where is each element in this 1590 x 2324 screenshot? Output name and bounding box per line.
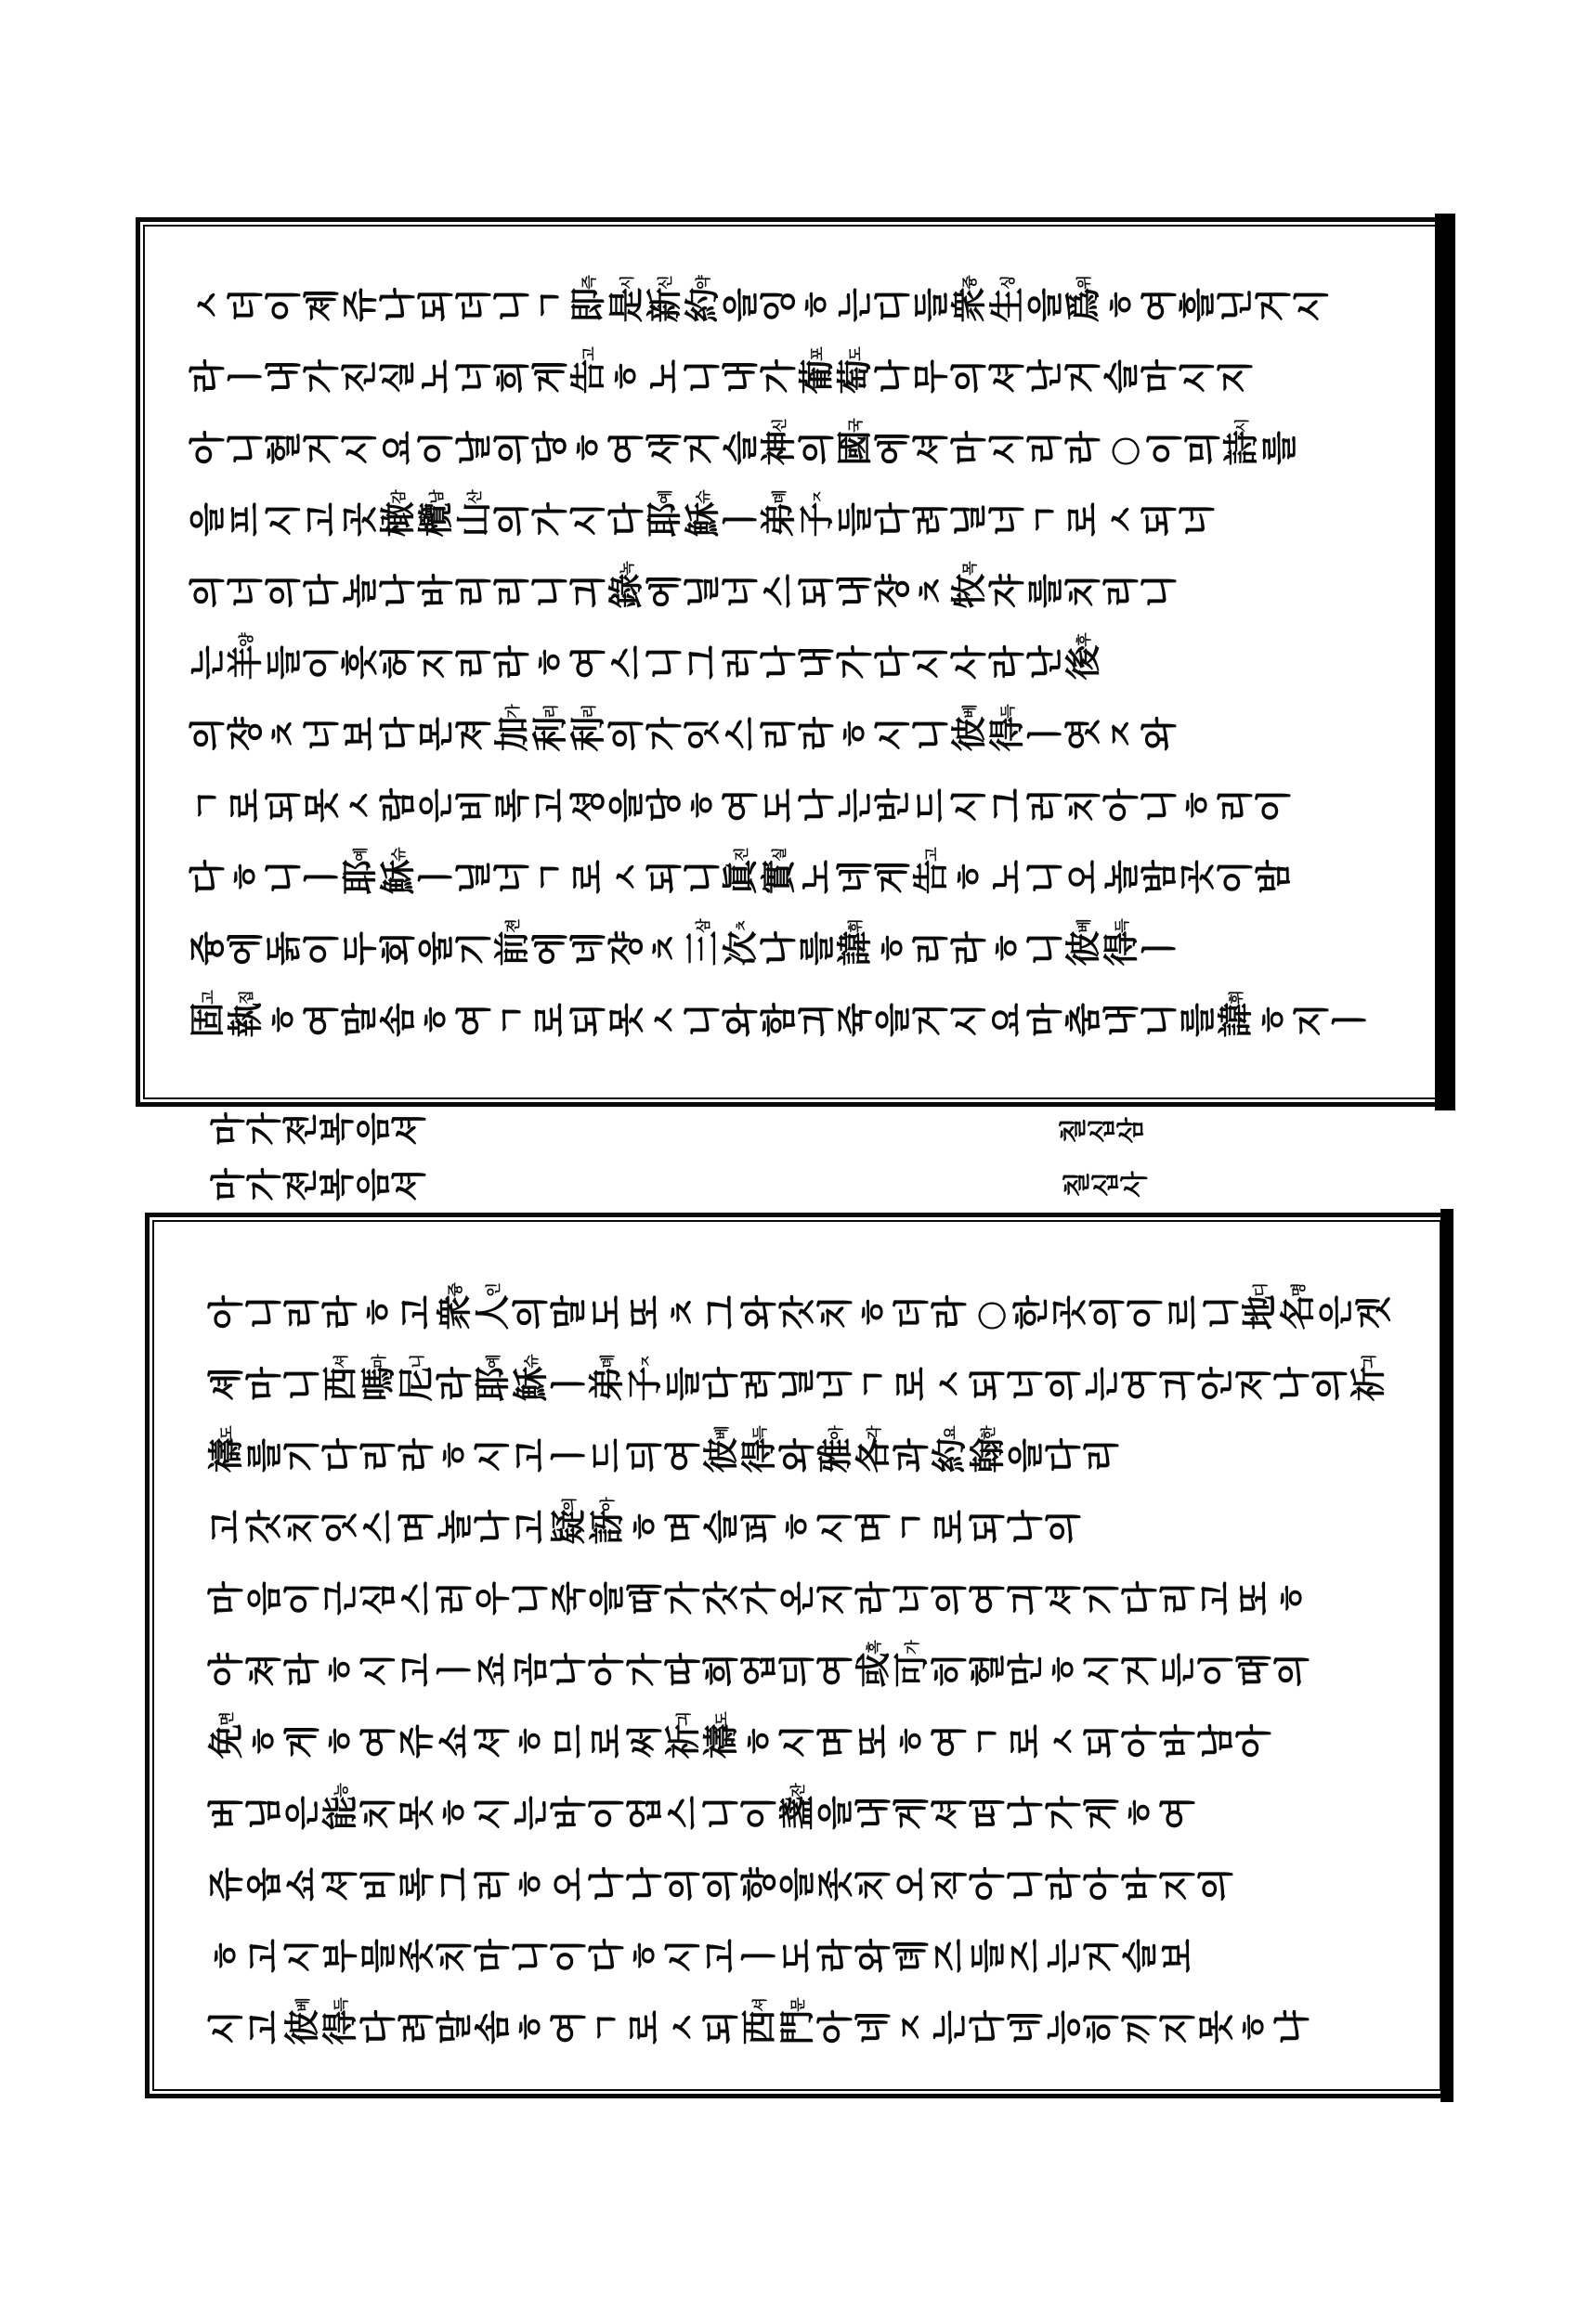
hanja-with-gloss: 耶예 — [341, 846, 379, 901]
hanja-with-gloss: 加가 — [493, 703, 531, 758]
hanja-with-gloss: 疑의 — [550, 1496, 588, 1551]
page-73-frame — [136, 217, 1447, 1107]
hanja-with-gloss: 門문 — [778, 1996, 816, 2051]
hanja-with-gloss: 彼베 — [1064, 917, 1102, 972]
hanja-with-gloss: 可가 — [893, 1639, 931, 1694]
text-column: 시고彼베得득다려말솜ㅎ여ㄱ로ㅅ되西셔門문아네ㅈ는다네능히끼지못ㅎ냐 — [207, 1996, 1311, 2051]
hanja-with-gloss: 子ㅈ — [798, 488, 836, 543]
hanja-with-gloss: 子ㅈ — [626, 1353, 664, 1408]
hanja-with-gloss: 實실 — [760, 846, 798, 901]
hanja-with-gloss: 彼베 — [283, 1996, 321, 2051]
hanja-with-gloss: 葡포 — [798, 345, 836, 400]
text-column: ㅅ더이졔쥬나되더니ㄱ即즉是시新신約약을잉ㅎ는디들衆즁生싱을爲위ㅎ여흘닌거시 — [189, 274, 1331, 329]
hanja-with-gloss: 橄감 — [379, 488, 417, 543]
hanja-with-gloss: 人인 — [474, 1281, 512, 1336]
hanja-with-gloss: 彼베 — [950, 703, 988, 758]
hanja-with-gloss: 雅아 — [816, 1424, 854, 1479]
folio-number-upper — [1059, 1118, 1166, 1151]
hanja-with-gloss: 穌슈 — [379, 846, 417, 901]
hanja-with-gloss: 錄녹 — [607, 560, 645, 615]
hanja-with-gloss: 執집 — [227, 989, 265, 1044]
hanja-with-gloss: 後후 — [1064, 631, 1102, 686]
hanja-with-gloss: 弟뎨 — [588, 1353, 626, 1408]
hanja-with-gloss: 或혹 — [854, 1639, 893, 1694]
text-column: 固고執집ㅎ여말솜ㅎ여ㄱ로되못ㅅ니와함긔쥭을거시요마춤내니를諱휘ㅎ지ㅣ — [189, 989, 1369, 1044]
hanja-with-gloss: 告고 — [912, 846, 950, 901]
running-title-upper — [210, 1114, 442, 1157]
hanja-with-gloss: 衆즁 — [436, 1281, 474, 1336]
text-column: 쥬옵쇼셔비록그러ㅎ오나나의의향을좃치오직아니라아바지의 — [207, 1867, 1235, 1908]
text-column: 아니리라ㅎ고衆즁人인의말도또ㅊ그와갓치ㅎ더라○한곳의이르니地디名명은겟 — [207, 1281, 1393, 1336]
hanja-with-gloss: 禱도 — [207, 1424, 245, 1479]
hanja-with-gloss: 翰한 — [969, 1424, 1007, 1479]
hanja-with-gloss: 祈긔 — [664, 1710, 702, 1765]
hanja-with-gloss: 得득 — [321, 1996, 359, 2051]
hanja-with-gloss: 諱휘 — [1217, 989, 1255, 1044]
hanja-with-gloss: 盞잔 — [778, 1782, 816, 1837]
running-title-lower — [210, 1170, 442, 1213]
folio-number-lower-text: 칠십사 — [1062, 1170, 1149, 1201]
hanja-with-gloss: 訝아 — [588, 1496, 626, 1551]
text-column: 셰마니西셔嗎마尼니라耶예穌슈ㅣ弟뎨子ㅈ들다려닐너ㄱ로ㅅ되너의는여긔안저나의祈긔 — [207, 1353, 1388, 1408]
hanja-with-gloss: 諱휘 — [836, 917, 874, 972]
hanja-with-gloss: 西셔 — [321, 1353, 359, 1408]
hanja-with-gloss: 得득 — [1102, 917, 1140, 972]
text-column: ㄱ로되못ㅅ람은비록고셩을당ㅎ여도나는반드시그러치아니ㅎ리이 — [189, 788, 1293, 829]
hanja-with-gloss: 穌슈 — [512, 1353, 550, 1408]
hanja-with-gloss: 免면 — [207, 1710, 245, 1765]
page-74-text — [150, 1217, 1444, 2094]
hanja-with-gloss: 約요 — [931, 1424, 969, 1479]
text-column: 免면ㅎ게ㅎ여쥬쇼셔ㅎ므로써祈긔禱도ㅎ시며또ㅎ여ㄱ로ㅅ되아바남아 — [207, 1710, 1273, 1765]
folio-number-upper-text: 칠십삼 — [1059, 1116, 1145, 1148]
hanja-with-gloss: 尼니 — [398, 1353, 436, 1408]
page-73-text — [140, 222, 1442, 1102]
text-column: 다ㅎ니ㅣ耶예穌슈ㅣ닐너ㄱ로ㅅ되니眞진實실노네게告고ㅎ노니오놀밤곳이밤 — [189, 846, 1293, 901]
text-column: 야쳐라ㅎ시고ㅣ죠곰나아가따희업듸여或혹可가히헐만ㅎ시거든이때의 — [207, 1639, 1311, 1694]
hanja-with-gloss: 名명 — [1279, 1281, 1317, 1336]
hanja-with-gloss: 禱도 — [702, 1710, 740, 1765]
hanja-with-gloss: 即즉 — [569, 274, 607, 329]
hanja-with-gloss: 弟뎨 — [760, 488, 798, 543]
hanja-with-gloss: 能능 — [321, 1782, 359, 1837]
text-column: 버님은能능치못ㅎ시는바이업스니이盞잔을내게셔떠나가게ㅎ여 — [207, 1782, 1197, 1837]
text-column: 즁에돍이두회울기前젼에네쟝ㅊ三삼次ㅊ나를諱휘ㅎ리라ㅎ니彼베得득ㅣ — [189, 917, 1179, 972]
text-column: 마음이근심스러우니죽을때가갓가온지라너의여긔셔기다리고또ㅎ — [207, 1581, 1311, 1622]
hanja-with-gloss: 新신 — [645, 274, 684, 329]
text-column: 의쟝ㅊ너보다몬져加가利리利리의가잇스리라ㅎ시니彼베得득ㅣ엿ㅈ와 — [189, 703, 1179, 758]
hanja-with-gloss: 得득 — [988, 703, 1026, 758]
hanja-with-gloss: 前젼 — [493, 917, 531, 972]
hanja-with-gloss: 祈긔 — [1349, 1353, 1388, 1408]
text-column: 아니헐거시요이날의당ㅎ여새거슬神신의國국에셔마시리라○이믜詩시를 — [189, 417, 1298, 472]
hanja-with-gloss: 國국 — [836, 417, 874, 472]
page-74-frame — [145, 1213, 1449, 2098]
hanja-with-gloss: 是시 — [607, 274, 645, 329]
hanja-with-gloss: 告고 — [569, 345, 607, 400]
hanja-with-gloss: 次ㅊ — [722, 917, 760, 972]
hanja-with-gloss: 約약 — [684, 274, 722, 329]
running-title-upper-text: 마가젼복음셔 — [210, 1112, 427, 1152]
hanja-with-gloss: 眞진 — [722, 846, 760, 901]
hanja-with-gloss: 萄도 — [836, 345, 874, 400]
hanja-with-gloss: 羊양 — [227, 631, 265, 686]
hanja-with-gloss: 利리 — [531, 703, 569, 758]
text-column: 고갓치잇스며놀나고疑의訝아ㅎ며슬퍼ㅎ시며ㄱ로되나의 — [207, 1496, 1083, 1551]
hanja-with-gloss: 三삼 — [684, 917, 722, 972]
hanja-with-gloss: 穌슈 — [684, 488, 722, 543]
hanja-with-gloss: 山산 — [455, 488, 493, 543]
running-title-lower-text: 마가젼복음셔 — [210, 1168, 427, 1208]
hanja-with-gloss: 衆즁 — [950, 274, 988, 329]
hanja-with-gloss: 彼베 — [702, 1424, 740, 1479]
hanja-with-gloss: 地디 — [1241, 1281, 1279, 1336]
hanja-with-gloss: 爲위 — [1064, 274, 1102, 329]
text-column: 을프시고곳橄감欖남山산의가시다耶예穌슈ㅣ弟뎨子ㅈ들다려닐너ㄱ로ㅅ되너 — [189, 488, 1217, 543]
hanja-with-gloss: 詩시 — [1222, 417, 1260, 472]
text-column: 는羊양들이흣허지리라ㅎ여스니그러나내가다시사라난後후 — [189, 631, 1102, 686]
hanja-with-gloss: 嗎마 — [359, 1353, 398, 1408]
hanja-with-gloss: 牧목 — [950, 560, 988, 615]
hanja-with-gloss: 西셔 — [740, 1996, 778, 2051]
hanja-with-gloss: 神신 — [760, 417, 798, 472]
hanja-with-gloss: 生싱 — [988, 274, 1026, 329]
hanja-with-gloss: 欖남 — [417, 488, 455, 543]
text-column: 禱도를기다리라ㅎ시고ㅣ드듸여彼베得득와雅아各각과約요翰한을다리 — [207, 1424, 1121, 1479]
hanja-with-gloss: 利리 — [569, 703, 607, 758]
text-column: 의너의다놀나바리리니긔錄녹에닐너스되내쟝ㅊ牧목쟈를치리니 — [189, 560, 1179, 615]
folio-number-lower — [1062, 1172, 1166, 1205]
hanja-with-gloss: 各각 — [854, 1424, 893, 1479]
hanja-with-gloss: 耶예 — [645, 488, 684, 543]
hanja-with-gloss: 得득 — [740, 1424, 778, 1479]
hanja-with-gloss: 固고 — [189, 989, 227, 1044]
text-column: 라ㅣ내가진실노너희게告고ㅎ노니내가葡포萄도나무의셔난거슬마시지 — [189, 345, 1255, 400]
hanja-with-gloss: 耶예 — [474, 1353, 512, 1408]
text-column: ㅎ고시부믈좃치마니이다ㅎ시고ㅣ도라와뎨즈들즈는거슬보 — [207, 1939, 1197, 1980]
